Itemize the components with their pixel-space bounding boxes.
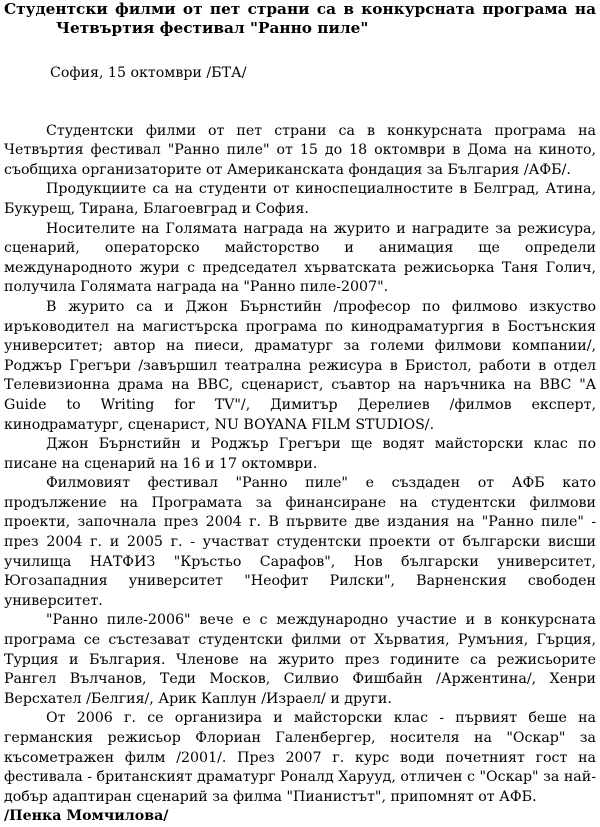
article — [4, 0, 596, 827]
paragraph: Джон Бърнстийн и Роджър Грегъри ще водят майсторски клас по писане на сценарий на 16 и 17 октомври. — [4, 436, 596, 472]
paragraph: От 2006 г. се организира и майсторски клас - първият беше на германския режисьор Флориан Галенбергер, носителя на "Оскар" за късометражен филм /2001/. През 2007 г. курс води почетният гост на фестивала - британският драматург Роналд Харууд, отличен с "Оскар" за най-добър адаптиран сценарий за филма "Пианистът", припомнят от АФБ. — [4, 710, 596, 805]
article-body — [4, 122, 596, 827]
article-title: Студентски филми от пет страни са в конкурсната програма на Четвъртия фестивал "Ранно пиле" — [4, 0, 596, 37]
paragraph: Носителите на Голямата награда на журито и наградите за режисура, сценарий, операторско майсторство и анимация ще определи международното жури с председател хърватската режисьорка Таня Голич, получила Голямата награда на "Ранно пиле-2007". — [4, 220, 596, 296]
paragraph: Филмовият фестивал "Ранно пиле" е създаден от АФБ като продължение на Програмата за финансиране на студентски филмови проекти, започнала през 2004 г. В първите две издания на "Ранно пиле" - през 2004 г. и 2005 г. - участват студентски проекти от български висши училища НАТФИЗ "Кръстьо Сарафов", Нов български университет, Югозападния университет "Неофит Рилски", Варненския свободен университет. — [4, 475, 596, 609]
author-signature: /Пенка Момчилова/ — [4, 808, 169, 825]
paragraph: "Ранно пиле-2006" вече е с международно участие и в конкурсната програма се състезават студентски филми от Хърватия, Румъния, Гърция, Турция и България. Членове на журито през годините са режисьорите Рангел Вълчанов, Теди Москов, Силвио Фишбайн /Аржентина/, Хенри Версхател /Белгия/, Арик Каплун /Израел/ и други. — [4, 612, 596, 707]
dateline: София, 15 октомври /БТА/ — [50, 65, 247, 81]
paragraph: Студентски филми от пет страни са в конкурсната програма на Четвъртия фестивал "Ранно пиле" от 15 до 18 октомври в Дома на киното, съобщиха организаторите от Американската фондация за България /АФБ/. — [4, 122, 596, 178]
paragraph: Продукциите са на студенти от киноспециалностите в Белград, Атина, Букурещ, Тирана, Благоевград и София. — [4, 181, 596, 217]
paragraph: В журито са и Джон Бърнстийн /професор по филмово изкуство иръководител на магистърска програма по кинодраматургия в Бостънския университет; автор на пиеси, драматург за големи филмови компании/, Роджър Грегъри /завършил театрална режисура в Бристол, работи в отдел Телевизионна драма на BBC, сценарист, съавтор на наръчника на BBC "A Guide to Writing for TV"/, Димитър Дерелиев /филмов експерт, кинодраматург, сценарист, NU BOYANA FILM STUDIOS/. — [4, 298, 596, 433]
